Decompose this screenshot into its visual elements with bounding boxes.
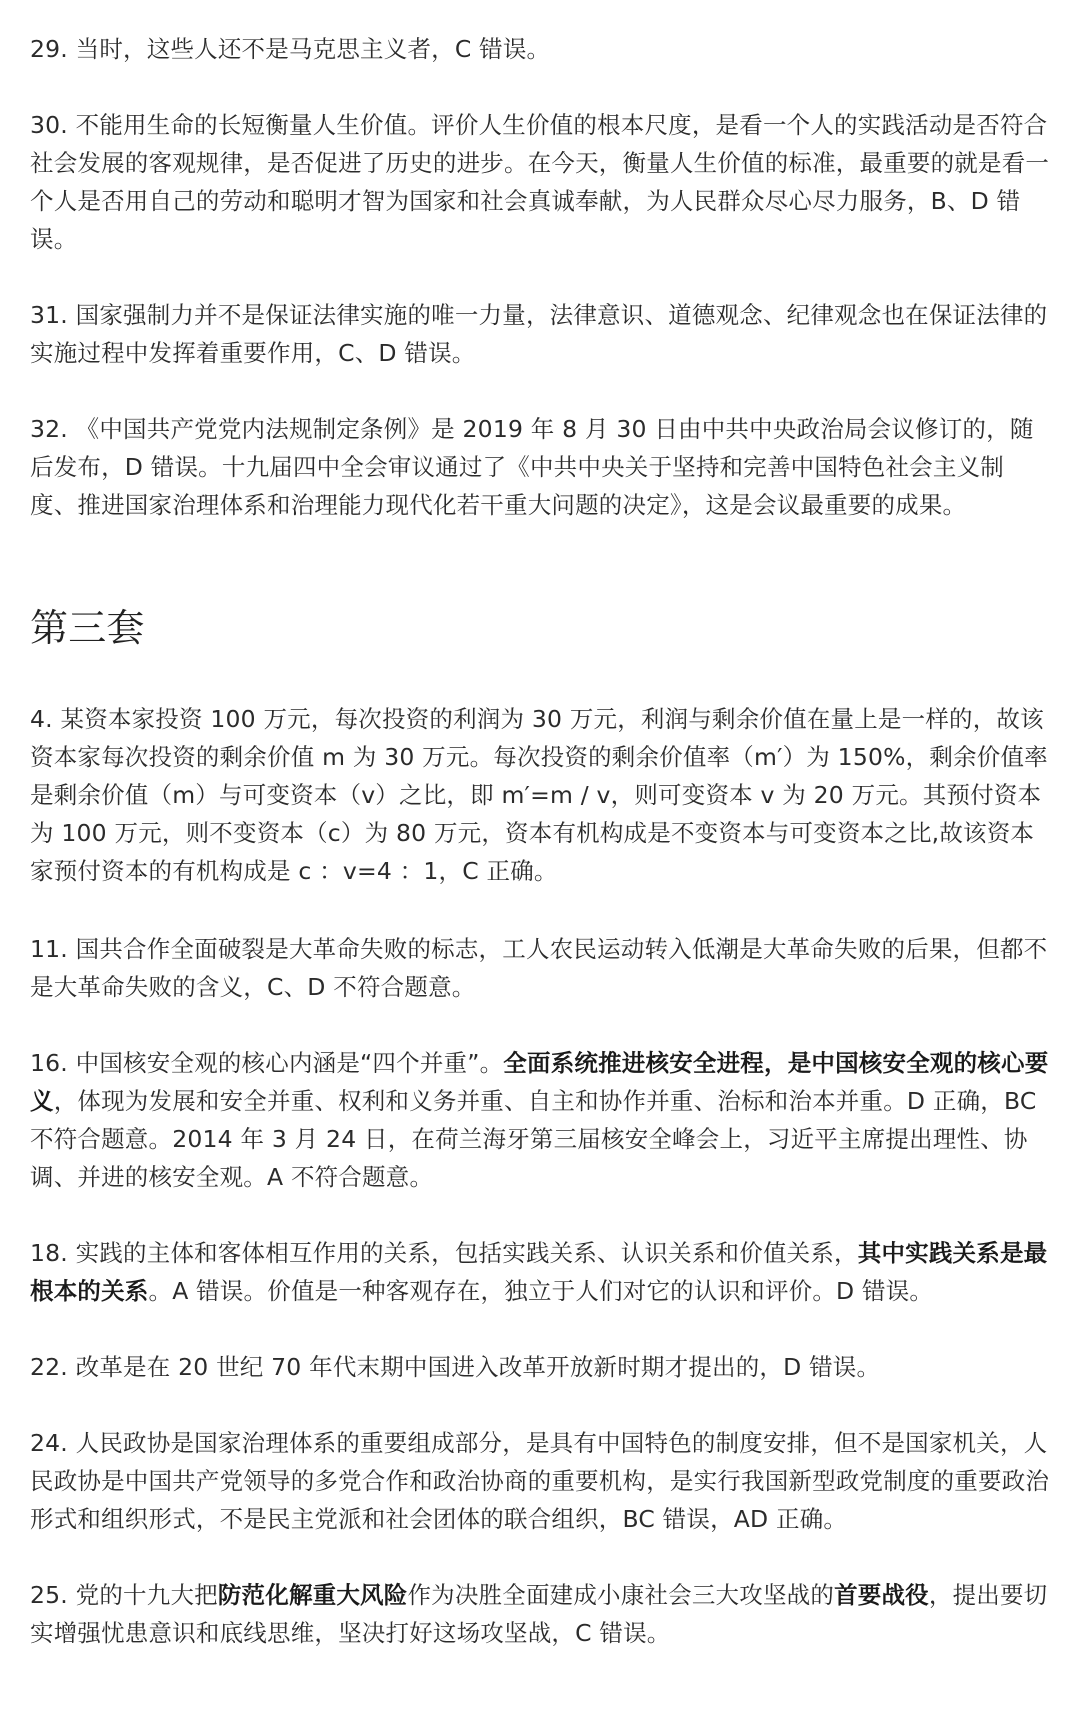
explanation-q4: 4. 某资本家投资 100 万元，每次投资的利润为 30 万元，利润与剩余价值在量上是一样的，故该资本家每次投资的剩余价值 m 为 30 万元。每次投资的剩余价值率（m′）为 150%，剩余价值率是剩余价值（m）与可变资本（v）之比，即 m′=m / v，则可变资本 v 为 20 万元。其预付资本为 100 万元，则不变资本（c）为 80 万元，资本有机构成是不变资本与可变资本之比,故该资本家预付资本的有机构成是 c ：v=4 ：1，C 正确。 <box>30 705 1048 885</box>
explanation-q30: 30. 不能用生命的长短衡量人生价值。评价人生价值的根本尺度，是看一个人的实践活动是否符合社会发展的客观规律，是否促进了历史的进步。在今天，衡量人生价值的标准，最重要的就是看一个人是否用自己的劳动和聪明才智为国家和社会真诚奉献，为人民群众尽心尽力服务，B、D 错误。 <box>30 111 1050 253</box>
key-point-bold: 其中实践关系是最根本的关系 <box>30 1239 1048 1305</box>
explanation-q25: 25. 党的十九大把防范化解重大风险作为决胜全面建成小康社会三大攻坚战的首要战役，提出要切实增强忧患意识和底线思维，坚决打好这场攻坚战，C 错误。 <box>30 1581 1048 1647</box>
key-point-bold: 全面系统推进核安全进程，是中国核安全观的核心要义 <box>30 1049 1049 1115</box>
explanation-q29: 29. 当时，这些人还不是马克思主义者，C 错误。 <box>30 35 551 63</box>
key-point-bold: 防范化解重大风险 <box>217 1581 408 1609</box>
section-title-set-3: 第三套 <box>30 606 145 650</box>
explanation-q11: 11. 国共合作全面破裂是大革命失败的标志，工人农民运动转入低潮是大革命失败的后果，但都不是大革命失败的含义，C、D 不符合题意。 <box>30 935 1048 1001</box>
answer-explanations-page <box>30 30 1050 1652</box>
explanation-q31: 31. 国家强制力并不是保证法律实施的唯一力量，法律意识、道德观念、纪律观念也在保证法律的实施过程中发挥着重要作用，C、D 错误。 <box>30 301 1048 367</box>
explanation-q16: 16. 中国核安全观的核心内涵是“四个并重”。全面系统推进核安全进程，是中国核安全观的核心要义，体现为发展和安全并重、权利和义务并重、自主和协作并重、治标和治本并重。D 正确，BC 不符合题意。2014 年 3 月 24 日，在荷兰海牙第三届核安全峰会上，习近平主席提出理性、协调、并进的核安全观。A 不符合题意。 <box>30 1049 1049 1191</box>
key-point-bold: 首要战役 <box>834 1581 929 1609</box>
explanation-q24: 24. 人民政协是国家治理体系的重要组成部分，是具有中国特色的制度安排，但不是国家机关，人民政协是中国共产党领导的多党合作和政治协商的重要机构，是实行我国新型政党制度的重要政治形式和组织形式，不是民主党派和社会团体的联合组织，BC 错误，AD 正确。 <box>30 1429 1050 1533</box>
explanation-q18: 18. 实践的主体和客体相互作用的关系，包括实践关系、认识关系和价值关系，其中实践关系是最根本的关系。A 错误。价值是一种客观存在，独立于人们对它的认识和评价。D 错误。 <box>30 1239 1048 1305</box>
explanation-q22: 22. 改革是在 20 世纪 70 年代末期中国进入改革开放新时期才提出的，D 错误。 <box>30 1353 881 1381</box>
explanation-q32: 32. 《中国共产党党内法规制定条例》是 2019 年 8 月 30 日由中共中央政治局会议修订的，随后发布，D 错误。十九届四中全会审议通过了《中共中央关于坚持和完善中国特色社会主义制度、推进国家治理体系和治理能力现代化若干重大问题的决定》，这是会议最重要的成果。 <box>30 415 1034 519</box>
